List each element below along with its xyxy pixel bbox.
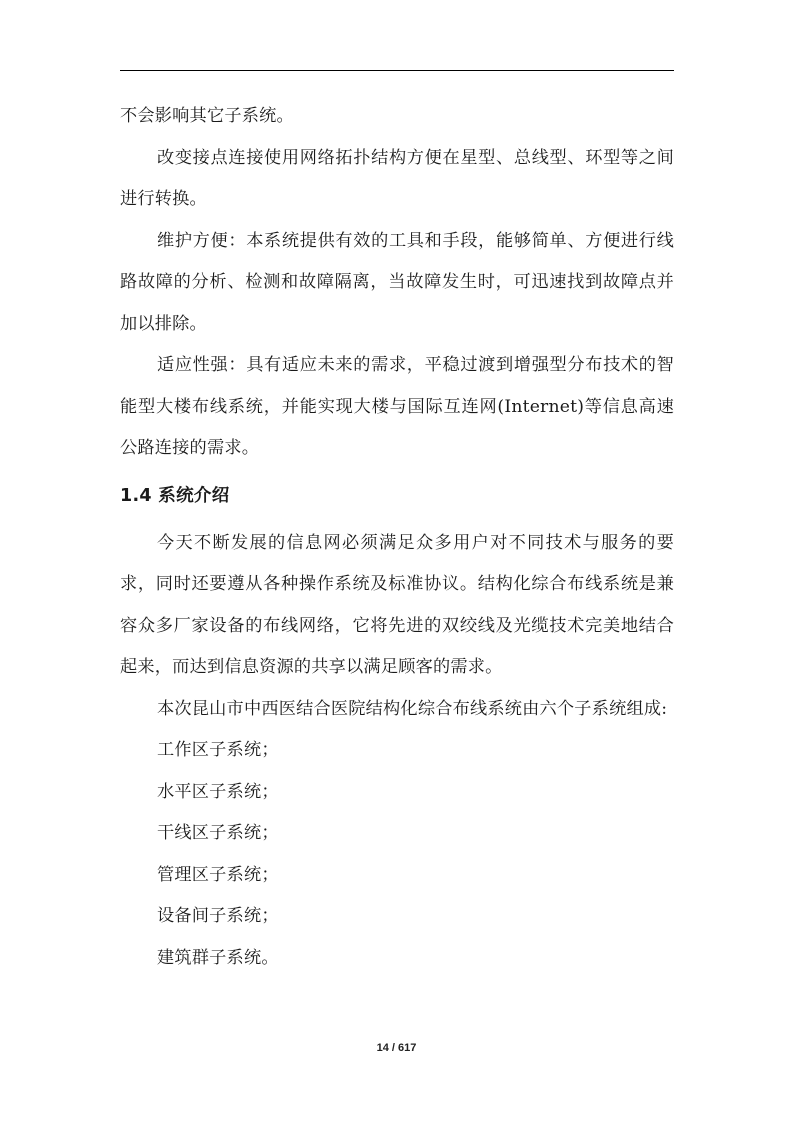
paragraph: 适应性强：具有适应未来的需求，平稳过渡到增强型分布技术的智能型大楼布线系统，并能实现大楼与国际互连网(Internet)等信息高速公路连接的需求。 xyxy=(120,355,674,458)
list-item: 干线区子系统； xyxy=(157,823,279,843)
paragraph: 不会影响其它子系统。 xyxy=(120,106,294,126)
header-rule xyxy=(120,70,674,71)
list-item: 工作区子系统； xyxy=(157,740,279,760)
paragraph: 今天不断发展的信息网必须满足众多用户对不同技术与服务的要求，同时还要遵从各种操作系统及标准协议。结构化综合布线系统是兼容众多厂家设备的布线网络，它将先进的双绞线及光缆技术完美地结合起来，而达到信息资源的共享以满足顾客的需求。 xyxy=(120,532,674,677)
document-body xyxy=(120,96,674,979)
paragraph: 维护方便：本系统提供有效的工具和手段，能够简单、方便进行线路故障的分析、检测和故障隔离，当故障发生时，可迅速找到故障点并加以排除。 xyxy=(120,230,674,334)
page-number: 14 / 617 xyxy=(376,1042,417,1054)
list-item: 设备间子系统； xyxy=(157,906,279,926)
section-heading: 1.4 系统介绍 xyxy=(120,485,230,506)
paragraph: 改变接点连接使用网络拓扑结构方便在星型、总线型、环型等之间进行转换。 xyxy=(120,147,674,209)
list-item: 水平区子系统； xyxy=(157,781,279,802)
list-item: 建筑群子系统。 xyxy=(157,947,279,968)
subsystem-list xyxy=(120,730,674,979)
list-item: 管理区子系统； xyxy=(157,864,279,885)
paragraph: 本次昆山市中西医结合医院结构化综合布线系统由六个子系统组成: xyxy=(157,698,668,719)
